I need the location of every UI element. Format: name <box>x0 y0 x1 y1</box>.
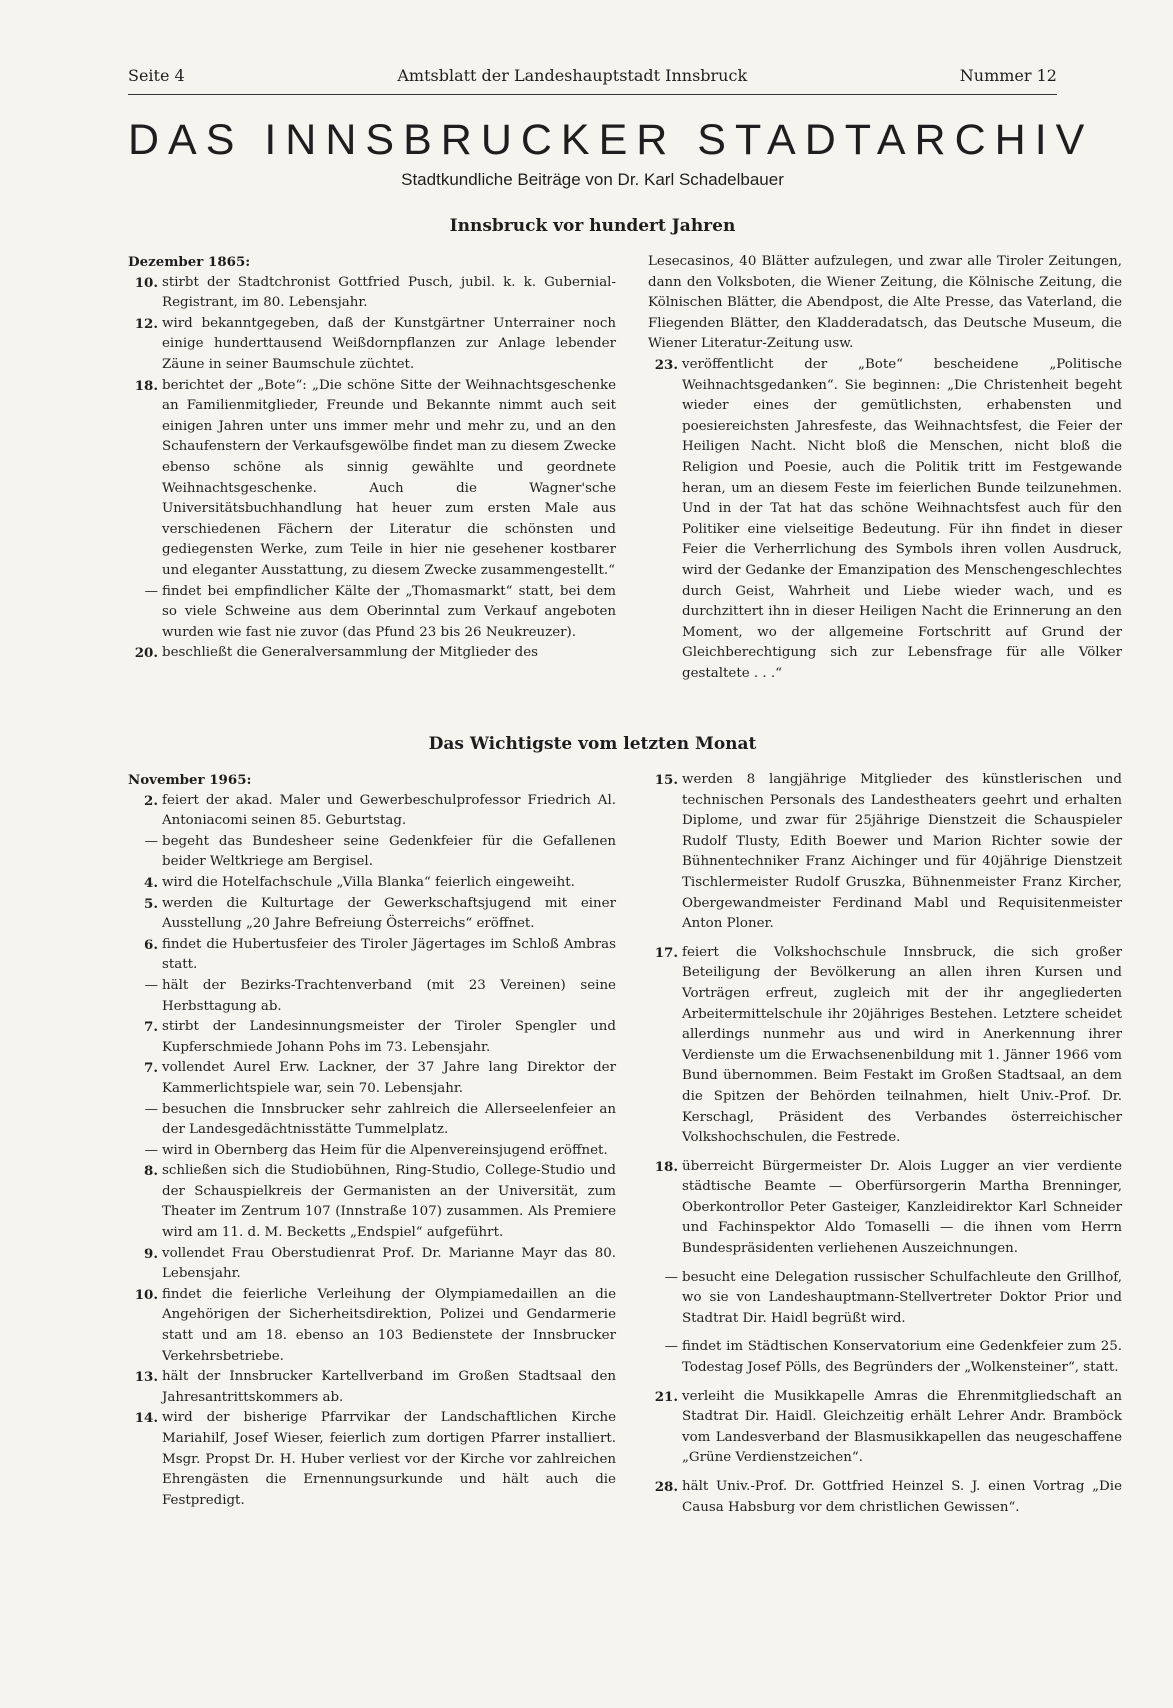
chronicle-entry <box>128 894 616 935</box>
entry-date: 20. <box>134 645 158 662</box>
entry-date: 10. <box>134 1286 158 1303</box>
chronicle-entry <box>128 273 616 314</box>
entry-text: findet die Hubertusfeier des Tiroler Jägertages im Schloß Ambras statt. <box>162 936 616 973</box>
entry-date: — <box>144 833 158 849</box>
news-left-column <box>128 770 616 1511</box>
chronicle-entry <box>648 1157 1122 1260</box>
masthead-subtitle: Stadtkundliche Beiträge von Dr. Karl Schadelbauer <box>401 170 784 189</box>
entry-date: 6. <box>144 936 158 953</box>
history-right-column <box>648 252 1122 684</box>
entry-date: 18. <box>654 1158 678 1175</box>
entry-date: 7. <box>144 1060 158 1077</box>
entry-text: werden 8 langjährige Mitglieder des künstlerischen und technischen Personals des Landestheaters geehrt und erhalten Diplome, und zwar für 25jährige Dienstzeit die Schauspieler Rudolf Tlusty, Edith Boewer und Marion Richter sowie der Bühnentechniker Franz Aichinger und für 40jährige Dienstzeit Tischlermeister Rudolf Gruszka, Bühnenmeister Franz Kircher, Obergewandmeister Ferdinand Mabl und Requisitenmeister Anton Ploner. <box>682 772 1122 932</box>
entry-date: 10. <box>134 274 158 291</box>
chronicle-entry <box>648 1337 1122 1378</box>
chronicle-entry <box>128 1017 616 1058</box>
entry-date: — <box>664 1269 678 1285</box>
entry-date: 8. <box>144 1163 158 1180</box>
entry-text: verleiht die Musikkapelle Amras die Ehrenmitgliedschaft an Stadtrat Dir. Haidl. Gleichzeitig erhält Lehrer Andr. Bramböck vom Landesverband der Blasmusikkapellen das neugeschaffene „Grüne Verdienstzeichen“. <box>682 1388 1122 1466</box>
entry-date: 9. <box>144 1245 158 1262</box>
entry-date: 14. <box>134 1410 158 1427</box>
chronicle-entry <box>648 770 1122 935</box>
entry-date: 23. <box>654 356 678 373</box>
chronicle-entry <box>128 1285 616 1367</box>
entry-date: 15. <box>654 772 678 788</box>
section-title-history: Innsbruck vor hundert Jahren <box>449 216 736 236</box>
entry-text: hält Univ.-Prof. Dr. Gottfried Heinzel S. J. einen Vortrag „Die Causa Habsburg vor dem christlichen Gewissen“. <box>682 1479 1122 1515</box>
entry-date: — <box>144 1142 158 1158</box>
header-rule <box>128 94 1057 95</box>
chronicle-entry <box>128 643 616 664</box>
entry-date: — <box>144 583 158 599</box>
issue-number: Nummer 12 <box>959 66 1057 85</box>
month-heading: November 1965: <box>128 772 252 788</box>
entry-text: stirbt der Stadtchronist Gottfried Pusch, jubil. k. k. Gubernial-Registrant, im 80. Lebensjahr. <box>162 274 616 311</box>
entry-text: werden die Kulturtage der Gewerkschaftsjugend mit einer Ausstellung „20 Jahre Befreiung Österreichs“ eröffnet. <box>162 895 616 932</box>
entry-date: 2. <box>144 792 158 809</box>
chronicle-entry <box>128 1100 616 1141</box>
entry-date: 21. <box>654 1388 678 1405</box>
entry-text: wird in Obernberg das Heim für die Alpenvereinsjugend eröffnet. <box>162 1142 608 1158</box>
chronicle-entry <box>128 582 616 644</box>
history-left-column <box>128 252 616 664</box>
chronicle-entry <box>128 1408 616 1511</box>
entry-date: 5. <box>144 895 158 912</box>
entry-date: — <box>144 1101 158 1117</box>
entry-text: stirbt der Landesinnungsmeister der Tiroler Spengler und Kupferschmiede Johann Pohs im 73. Lebensjahr. <box>162 1019 616 1055</box>
chronicle-entry <box>648 355 1122 685</box>
entry-text: wird die Hotelfachschule „Villa Blanka“ feierlich eingeweiht. <box>162 874 575 890</box>
page-label: Seite 4 <box>128 66 185 85</box>
entry-date: 28. <box>654 1479 678 1495</box>
entry-text: berichtet der „Bote“: „Die schöne Sitte der Weihnachtsgeschenke an Familienmitglieder, Freunde und Bekannte nimmt auch seit einigen Jahren unter uns immer mehr und mehr zu, und an den Schaufenstern der Verkaufsgewölbe findet man zu diesem Zwecke ebenso schöne als sinnig gewählte und geordnete Weihnachtsgeschenke. Auch die Wagner'sche Universitätsbuchhandlung hat heuer zum ersten Male aus verschiedenen Fächern der Literatur die schönsten und gediegensten Werke, zum Teile in hier nie gesehener kostbarer und eleganter Ausstattung, zu diesem Zwecke zusammengestellt.“ <box>162 377 616 578</box>
entry-text: wird bekanntgegeben, daß der Kunstgärtner Unterrainer noch einige hunderttausend Weißdornpflanzen zur Anlage lebender Zäune in seiner Baumschule züchtet. <box>162 315 616 372</box>
entry-date: 17. <box>654 944 678 961</box>
chronicle-entry <box>648 1387 1122 1469</box>
entry-date: 7. <box>144 1019 158 1036</box>
entry-text: begeht das Bundesheer seine Gedenkfeier für die Gefallenen beider Weltkriege am Bergisel. <box>162 833 616 870</box>
entry-date: 13. <box>134 1369 158 1386</box>
entry-text: wird der bisherige Pfarrvikar der Landschaftlichen Kirche Mariahilf, Josef Wieser, feierlich zum dortigen Pfarrer installiert. Msgr. Propst Dr. H. Huber verliest vor der Kirche vor zahlreichen Ehrengästen die Ernennungsurkunde und hält auch die Festpredigt. <box>162 1410 616 1508</box>
entry-date: 12. <box>134 315 158 332</box>
entry-text: feiert die Volkshochschule Innsbruck, die sich großer Beteiligung der Bevölkerung an allen ihren Kursen und Vorträgen erfreut, zugleich mit der ihr angegliederten Arbeitermittelschule ihr 20jähriges Bestehen. Letztere scheidet allerdings nunmehr aus und wird in Anerkennung ihrer Verdienste um die Erwachsenenbildung mit 1. Jänner 1966 vom Bund übernommen. Beim Festakt im Großen Stadtsaal, an dem die Spitzen der Behörden teilnahmen, hielt Univ.-Prof. Dr. Kerschagl, Präsident des Verbandes österreichischer Volkshochschulen, die Festrede. <box>682 944 1122 1146</box>
entry-text: hält der Innsbrucker Kartellverband im Großen Stadtsaal den Jahresantrittskommers ab. <box>162 1369 616 1405</box>
running-header <box>128 66 1057 85</box>
entry-date: 18. <box>134 377 158 394</box>
month-heading: Dezember 1865: <box>128 254 251 270</box>
entry-date: — <box>664 1339 678 1355</box>
chronicle-entry <box>128 376 616 582</box>
entry-text: überreicht Bürgermeister Dr. Alois Lugger an vier verdiente städtische Beamte — Oberfürsorgerin Martha Brenninger, Oberkontrollor Peter Gasteiger, Kanzleidirektor Karl Schneider und Fachinspektor Aldo Tomaselli — die ihnen vom Herrn Bundespräsidenten verliehenen Auszeichnungen. <box>682 1158 1122 1257</box>
chronicle-entry <box>128 976 616 1017</box>
entry-text: vollendet Frau Oberstudienrat Prof. Dr. Marianne Mayr das 80. Lebensjahr. <box>162 1245 616 1282</box>
chronicle-entry <box>128 1244 616 1285</box>
chronicle-entry <box>128 1367 616 1408</box>
entry-text: findet die feierliche Verleihung der Olympiamedaillen an die Angehörigen der Sicherheitsdirektion, Polizei und Gendarmerie statt und am 18. ebenso an 103 Bedienstete der Innsbrucker Verkehrsbetriebe. <box>162 1286 616 1364</box>
chronicle-entry <box>128 1141 616 1162</box>
chronicle-entry <box>128 832 616 873</box>
entry-text: besucht eine Delegation russischer Schulfachleute den Grillhof, wo sie von Landeshauptmann-Stellvertreter Doktor Prior und Stadtrat Dir. Haidl begrüßt wird. <box>682 1269 1122 1326</box>
chronicle-entry <box>128 873 616 894</box>
chronicle-entry <box>648 1268 1122 1330</box>
entry-text: findet bei empfindlicher Kälte der „Thomasmarkt“ statt, bei dem so viele Schweine aus dem Oberinntal zum Verkauf angeboten wurden wie fast nie zuvor (das Pfund 23 bis 26 Neukreuzer). <box>162 583 616 640</box>
continued-paragraph: Lesecasinos, 40 Blätter aufzulegen, und zwar alle Tiroler Zeitungen, dann den Volksboten, die Wiener Zeitung, die Kölnische Zeitung, die Kölnischen Blätter, die Abendpost, die Alte Presse, das Vaterland, die Fliegenden Blätter, den Kladderadatsch, das Deutsche Museum, die Wiener Literatur-Zeitung usw. <box>648 254 1122 352</box>
entry-date: 4. <box>144 874 158 891</box>
entry-text: veröffentlicht der „Bote“ bescheidene „Politische Weihnachtsgedanken“. Sie beginnen: „Die Christenheit begeht wieder eines der gemütlichsten, erhabensten und poesiereichsten Jahresfeste, das Weihnachtsfest, die Feier der Heiligen Nacht. Nicht bloß die Menschen, nicht bloß die Religion und Poesie, auch die Politik tritt im Festgewande heran, um an diesem Feste im feierlichen Bunde teilzunehmen. Und in der Tat hat das schöne Weihnachtsfest auch für den Politiker eine vielseitige Bedeutung. Für ihn findet in dieser Feier die Verherrlichung des Symbols ihren vollen Ausdruck, wird der Gedanke der Emanzipation des Menschengeschlechtes durch Geist, Wahrheit und Liebe wieder wach, und es durchzittert ihn in dieser Heiligen Nacht die Erinnerung an den Moment, wo der allgemeine Fortschritt auf Grund der Gleichberechtigung sich zur Lebensfrage für alle Völker gestaltete . . .“ <box>682 356 1122 681</box>
entry-text: vollendet Aurel Erw. Lackner, der 37 Jahre lang Direktor der Kammerlichtspiele war, sein 70. Lebensjahr. <box>162 1060 616 1096</box>
entry-text: besuchen die Innsbrucker sehr zahlreich die Allerseelenfeier an der Landesgedächtnisstätte Tummelplatz. <box>162 1101 616 1138</box>
chronicle-entry <box>648 1477 1122 1518</box>
chronicle-entry <box>128 935 616 976</box>
section-title-last-month: Das Wichtigste vom letzten Monat <box>428 734 757 754</box>
chronicle-entry <box>128 1161 616 1243</box>
entry-date: — <box>144 977 158 993</box>
news-right-column <box>648 770 1122 1518</box>
masthead-title: DAS INNSBRUCKER STADTARCHIV <box>128 116 1094 164</box>
entry-text: beschließt die Generalversammlung der Mitglieder des <box>162 645 539 661</box>
publication-title: Amtsblatt der Landeshauptstadt Innsbruck <box>397 66 748 85</box>
chronicle-entry <box>128 314 616 376</box>
entry-text: hält der Bezirks-Trachtenverband (mit 23 Vereinen) seine Herbsttagung ab. <box>162 977 616 1014</box>
chronicle-entry <box>128 1058 616 1099</box>
entry-text: findet im Städtischen Konservatorium eine Gedenkfeier zum 25. Todestag Josef Pölls, des Begründers der „Wolkensteiner“, statt. <box>682 1339 1122 1376</box>
entry-text: schließen sich die Studiobühnen, Ring-Studio, College-Studio und der Schauspielkreis der Germanisten an der Universität, zum Theater im Zentrum 107 (Innstraße 107) zusammen. Als Premiere wird am 11. d. M. Becketts „Endspiel“ aufgeführt. <box>162 1163 616 1241</box>
chronicle-entry <box>648 943 1122 1149</box>
chronicle-entry <box>128 791 616 832</box>
entry-text: feiert der akad. Maler und Gewerbeschulprofessor Friedrich Al. Antoniacomi seinen 85. Geburtstag. <box>162 792 616 829</box>
